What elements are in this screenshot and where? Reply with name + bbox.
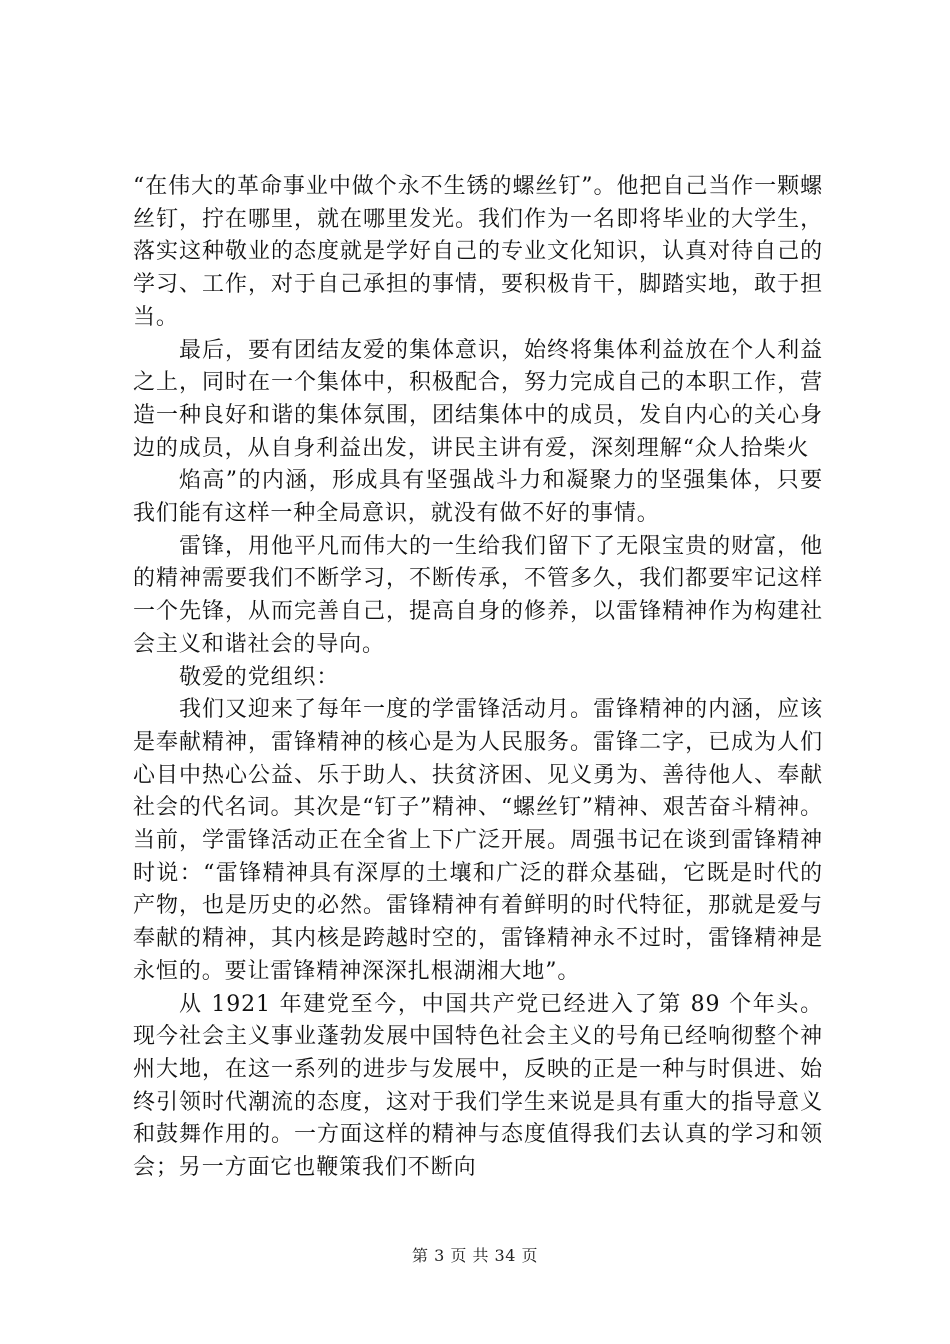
paragraph-6: 我们又迎来了每年一度的学雷锋活动月。雷锋精神的内涵，应该是奉献精神，雷锋精神的核心是为人民服务。雷锋二字，已成为人们心目中热心公益、乐于助人、扶贫济困、见义勇为、善待他人、奉献社会的代名词。其次是“钉子”精神、“螺丝钉”精神、艰苦奋斗精神。当前，学雷锋活动正在全省上下广泛开展。周强书记在谈到雷锋精神时说：“雷锋精神具有深厚的土壤和广泛的群众基础，它既是时代的产物，也是历史的必然。雷锋精神有着鲜明的时代特征，那就是爱与奉献的精神，其内核是跨越时空的，雷锋精神永不过时，雷锋精神是永恒的。要让雷锋精神深深扎根湖湘大地”。 [133,697,823,984]
document-body [133,171,823,1185]
paragraph-7: 从 1921 年建党至今，中国共产党已经进入了第 89 个年头。现今社会主义事业蓬勃发展中国特色社会主义的号角已经响彻整个神州大地，在这一系列的进步与发展中，反映的正是一种与时俱进、始终引领时代潮流的态度，这对于我们学生来说是具有重大的指导意义和鼓舞作用的。一方面这样的精神与态度值得我们去认真的学习和领会；另一方面它也鞭策我们不断向 [133,991,823,1181]
page-number-footer: 第 3 页 共 34 页 [412,1246,538,1265]
paragraph-2: 最后，要有团结友爱的集体意识，始终将集体利益放在个人利益之上，同时在一个集体中，积极配合，努力完成自己的本职工作，营造一种良好和谐的集体氛围，团结集体中的成员，发自内心的关心身边的成员，从自身利益出发，讲民主讲有爱，深刻理解“众人拾柴火 [133,337,823,461]
paragraph-4: 雷锋，用他平凡而伟大的一生给我们留下了无限宝贵的财富，他的精神需要我们不断学习，不断传承，不管多久，我们都要牢记这样一个先锋，从而完善自己，提高自身的修养，以雷锋精神作为构建社会主义和谐社会的导向。 [133,533,823,657]
salutation: 敬爱的党组织： [179,664,340,690]
paragraph-1: “在伟大的革命事业中做个永不生锈的螺丝钉”。他把自己当作一颗螺丝钉，拧在哪里，就在哪里发光。我们作为一名即将毕业的大学生，落实这种敬业的态度就是学好自己的专业文化知识，认真对待自己的学习、工作，对于自己承担的事情，要积极肯干，脚踏实地，敢于担当。 [133,174,823,330]
paragraph-3: 焰高”的内涵，形成具有坚强战斗力和凝聚力的坚强集体，只要我们能有这样一种全局意识，就没有做不好的事情。 [133,468,823,527]
